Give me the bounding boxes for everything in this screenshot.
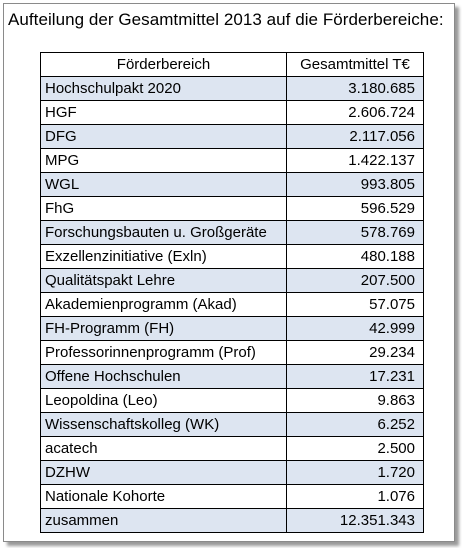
row-value-cell: 9.863 <box>287 389 424 413</box>
row-value-cell: 578.769 <box>287 221 424 245</box>
table-row <box>41 293 424 317</box>
row-name-cell: Akademienprogramm (Akad) <box>41 293 287 317</box>
row-name-cell: FH-Programm (FH) <box>41 317 287 341</box>
document-title: Aufteilung der Gesamtmittel 2013 auf die Förderbereiche: <box>8 10 444 29</box>
row-name-cell: Offene Hochschulen <box>41 365 287 389</box>
table-row <box>41 365 424 389</box>
row-value-cell: 1.076 <box>287 485 424 509</box>
table-row <box>41 77 424 101</box>
row-name-cell: HGF <box>41 101 287 125</box>
table-row <box>41 485 424 509</box>
row-name-cell: acatech <box>41 437 287 461</box>
table-row <box>41 245 424 269</box>
funding-table <box>40 52 424 533</box>
table-row <box>41 413 424 437</box>
table-row <box>41 437 424 461</box>
row-name-cell: MPG <box>41 149 287 173</box>
header-foerderbereich: Förderbereich <box>41 53 287 77</box>
row-value-cell: 1.720 <box>287 461 424 485</box>
row-value-cell: 1.422.137 <box>287 149 424 173</box>
row-name-cell: DFG <box>41 125 287 149</box>
row-name-cell: Nationale Kohorte <box>41 485 287 509</box>
row-name-cell: zusammen <box>41 509 287 533</box>
row-name-cell: DZHW <box>41 461 287 485</box>
table-row <box>41 389 424 413</box>
row-value-cell: 3.180.685 <box>287 77 424 101</box>
row-value-cell: 42.999 <box>287 317 424 341</box>
table-row <box>41 125 424 149</box>
row-name-cell: Qualitätspakt Lehre <box>41 269 287 293</box>
row-name-cell: Hochschulpakt 2020 <box>41 77 287 101</box>
row-name-cell: WGL <box>41 173 287 197</box>
table-row <box>41 149 424 173</box>
table-row <box>41 221 424 245</box>
row-value-cell: 596.529 <box>287 197 424 221</box>
table-row <box>41 317 424 341</box>
row-value-cell: 12.351.343 <box>287 509 424 533</box>
header-gesamtmittel: Gesamtmittel T€ <box>287 53 424 77</box>
row-value-cell: 480.188 <box>287 245 424 269</box>
row-name-cell: Leopoldina (Leo) <box>41 389 287 413</box>
row-name-cell: Forschungsbauten u. Großgeräte <box>41 221 287 245</box>
row-value-cell: 993.805 <box>287 173 424 197</box>
row-value-cell: 57.075 <box>287 293 424 317</box>
table-row <box>41 269 424 293</box>
row-value-cell: 29.234 <box>287 341 424 365</box>
document-frame <box>3 3 455 542</box>
table-row <box>41 509 424 533</box>
row-value-cell: 207.500 <box>287 269 424 293</box>
row-name-cell: Wissenschaftskolleg (WK) <box>41 413 287 437</box>
table-row <box>41 341 424 365</box>
table-row <box>41 101 424 125</box>
row-value-cell: 17.231 <box>287 365 424 389</box>
row-value-cell: 2.606.724 <box>287 101 424 125</box>
row-value-cell: 2.500 <box>287 437 424 461</box>
row-value-cell: 6.252 <box>287 413 424 437</box>
row-name-cell: Professorinnenprogramm (Prof) <box>41 341 287 365</box>
table-row <box>41 461 424 485</box>
row-name-cell: Exzellenzinitiative (Exln) <box>41 245 287 269</box>
table-row <box>41 173 424 197</box>
table-header-row <box>41 53 424 77</box>
row-value-cell: 2.117.056 <box>287 125 424 149</box>
table-row <box>41 197 424 221</box>
row-name-cell: FhG <box>41 197 287 221</box>
